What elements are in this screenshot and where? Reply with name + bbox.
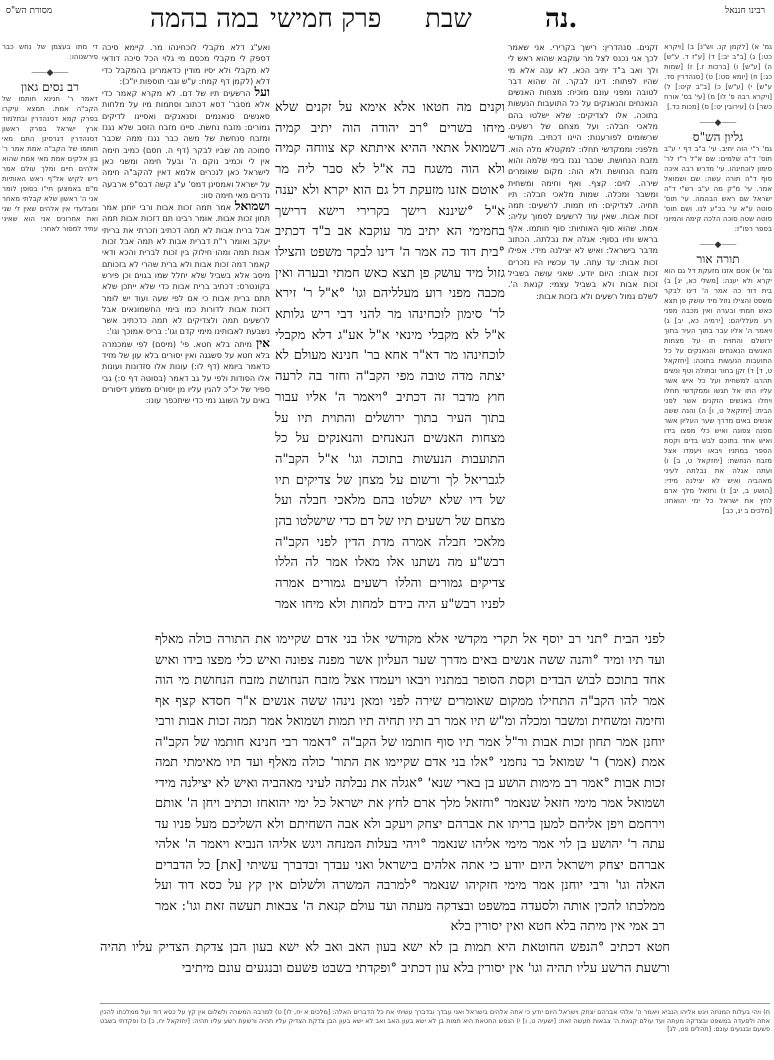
- ornament-divider-icon: ⸺◆⸺: [699, 240, 737, 250]
- rashi-commentary: זקנים. סנהדרין: רישך בקרירי. אני שאמר לכך אני נכנס לצל מר עוקבא שהוא ראש לי ולך ואב ב"ד יתיב הכא. לא ענה אלא מי שהיו לפתוח: דינו לבקר. זה שהוא דבר לטובה ומפני עונם מוכיח: מצחות האנשים הנאנחים והנאנקים על כל התועבות הנעשות בתוכה. אלו לצדיקים: שלא ישלטו בהם מלאכי חבלה: ועל מצחם של רשעים. שרשומים לפורענות: היינו דכתיב. מקודשי מלפני: וממקדשי תחלו: למקטלא מלה הוא. מזבח הנחושת. שכבר נגנז בימי שלמה והוא מזבח הנחושת ולא הוה: מקום שאומרים שירה. לוים: קצף. ואף וחימה ומשחית ומשבר ומכלה. שמות מלאכי חבלה: תיו תחיה. לצדיקים: תיו תמות. לרשעים: תמה זכות אבות. שאין עוד לרשעים לסמוך עליה: אמת. שהוא סוף האותיות: סוף חותמו. אלף בראש ותיו בסוף: אגלה את נבלתה. הכתוב מדבר בישראל: ואיש לא יצילנה מידי. אפילו זכות אבות: עד עתה. עד עכשיו היו נזכרים זכות אבות: היום יודע. שאני עושה בשביל זכות אבות ולא בשביל עצמי: קנאת ה'. לשלם גמול רשעים ולא בזכות אבות:: [508, 43, 658, 301]
- tosafot-intro: ואע"ג דלא מקבלי לוכחינהו מר. קיימא סיכה דספק לי מקבלי מכסם מי גלוי הכל סיכה דודאי לא מקבלי ולא יסיו מודין כדאמרינן בהמקבל כדי דלא (לקמן דף קמח: ע"ש וגבי תוספות יו"כ):: [102, 43, 270, 86]
- gemara-text-wide: לפני הבית °תני רב יוסף אל תקרי מקדשי אלא מקודשי אלו בני אדם שקיימו את התורה כולה מאלף ועד תיו ומיד °והנה ששה אנשים באים מדרך שער העליון אשר מפנה צפונה ואיש כלי מפצו בידו ואיש אחד בתוכם לבוש הבדים וקסת הסופר במתניו ויבאו ויעמדו אצל מזבח הנחושת מזבח הנחושת מי הוה אמר להו הקב"ה התחילו ממקום שאומרים שירה לפני ומאן נינהו ששה אנשים א"ר חסדא קצף אף וחימה ומשחית ומשבר ומכלה ומ"ש תיו אמר רב תיו תחיה תיו תמות ושמואל אמר תמה זכות אבות ורבי יוחנן אמר תחון זכות אבות ור"ל אמר תיו סוף חותמו של הקב"ה °דאמר רבי חנינא חותמו של הקב"ה אמת (אמר) ר' שמואל בר נחמני °אלו בני אדם שקיימו את התור' כולה מאלף ועד תיו מאימתי תמה זכות אבות °אמר רב מימות הושע בן בארי שנא' °אגלה את נבלתה לעיני מאהביה ואיש לא יצילנה מידי ושמואל אמר מימי חזאל שנאמר °וחזאל מלך ארם לחץ את ישראל כל ימי יהואחז וכתיב ויחן ה' אותם וירחמם ויפן אליהם למען בריתו את אברהם יצחק ויעקב ולא אבה השחיתם ולא השליכם מעל פניו עד עתה ר' יהושע בן לוי אמר מימי אליהו שנאמר °ויהי בעלות המנחה ויגש אליהו הנביא ויאמר ה' אלהי אברהם יצחק וישראל היום יודע כי אתה אלהים בישראל ואני עבדך ובדברך עשיתי [את] כל הדברים האלה וגו' ורבי יוחנן אמר מימי חזקיהו שנאמר °למרבה המשרה ולשלום אין קץ על כסא דוד ועל ממלכתו להכין אותה ולסעדה במשפט ובצדקה מעתה ועד עולם קנאת ה' צבאות תעשה זאת וגו': אמר רב אמי אין מיתה בלא חטא ואין יסורין בלא: [155, 632, 665, 934]
- margin-left-column: [2, 42, 98, 902]
- ornament-divider-icon: ⸺◆⸺: [31, 68, 69, 78]
- gemara-text-bottom: חטא דכתיב °הנפש החוטאת היא תמות בן לא ישא בעון האב ואב לא ישא בעון הבן צדקת הצדיק עליו תהיה ורשעת הרשע עליו תהיה וגו' אין יסורין בלא עון דכתיב °ופקדתי בשבט פשעם ובנגעים עונם מיתיבי: [100, 940, 670, 976]
- folio-number: נה.: [545, 4, 578, 34]
- rabbeinu-chananel-label: רבינו חננאל: [725, 6, 765, 16]
- torah-or-footnotes: ח) ויהי בעלות המנחה ויגש אליהו הנביא ויאמר ה' אלהי אברהם יצחק וישראל היום יודע כי אתה אלהים בישראל ואני עבדך ובדברך עשיתי את כל הדברים האלה: [מלכים א יח, לו] ט) למרבה המשרה ולשלום אין קץ על כסא דוד ועל ממלכתו להכין אתה ולסעדה במשפט ובצדקה מעתה ועד עולם קנאת ה' צבאות תעשה זאת: [ישעיה ט, ו] י) הנפש החטאת היא תמות בן לא ישא בעון האב ואב לא ישא בעון הבן צדקת הצדיק עליו תהיה ורשעת רשע עליו תהיה: [יחזקאל יח, כ] כ) ופקדתי בשבט פשעם ובנגעים עונם: [תהלים פט, לג]: [100, 1008, 770, 1033]
- gilyon-hashas-text: גמ' ר"י הוה יתיב. עי' ב"ב דף י ע"ב תוס' ד"ה שלמים: שם א"ל ר"ז לר' סימון לוכחינהו. עי' מדרש רבה איכה סוף ד"ה תורה עשה: שם ושמואל אמר. עי' מ"ק מה ע"ב רש"י ד"ה ישראל שם ראש הבהמה. עי' תוס' סוטה ע"א עי' בכ"ע לנו. ושם תוס' סוטה שטה סוכה הלכה קימה והמיוני בספר רפו"ז:: [664, 145, 772, 233]
- tosafot-heading-1: ועל: [254, 85, 270, 100]
- tosafot-paragraph-1: הרשעים תיו של דם. לא מקרא קאמר כדי אלא מסבר' דסא דכתוב וסתמות מיו על מלחות סאנשים סנאנמים וסנאנקים ואסיינו לדיקים גמורים: מזבח נחשת. סיינו מזבח הזסב שלא נגנז ומזבח סנחשת של משה כבר נגנז ממה שכבר סמוכה מה שביו לבקר (דף ה. חסם) כמיב חימה אין לי וכמיב נוקם ה' ובעל חימה ומשני כאן לישראל כאן לנכרים אלמא דאין להקב"ה חימה על ישראל ואמסינן דמס' ע"ג קשה דבס"פ ארבעה נדרים מאי חימה סוו:: [102, 89, 270, 200]
- tosafot-paragraph-2: אמר תמה זכות אבות ורבי יוחנן אמר תחון זכות אבות. אומר רבינו תם דזכות אבות תמה אבל ברית אבות לא תמה דכתיב וזכרתי את בריתי יעקב ואומר ר"ת דברית אבות לא תמה אבל זכות אבות תמה ומהו חילוק בין זכות לברית והכא ודאי קאמר דמה זכות אבות ולא ברית שהרי לא בזכותם מיסב אלא בשביל שלא יחלל שמו בגוים וכן פירש בקונטרס: דכתיב ברית אבות כדי שלא ייתכן שלא תתם ברית אבות כי אם לפי שעה ועוד יש לומר דזכות אבות לדורות כמו בימי החשמונאים אבל לרשעים תמה ולצדיקים לא תמה כדכתיב אשר נשבעת לאבותינו מימי קדם וגו': בריס אמוכך וגו':: [102, 203, 270, 337]
- margin-top-note: די מתו בעצמן של נחש כבר פירשנוהו:: [2, 43, 98, 61]
- chapter-number: פרק חמישי: [270, 4, 382, 34]
- masoret-hashas-label: מסורת הש"ס: [5, 6, 53, 16]
- chapter-name: במה בהמה: [150, 4, 260, 34]
- rav-nissim-gaon-text: דאמר ר' חנינא חותמו של הקב"ה אמת. תמצא עיקרו בפרק קמא דסנהדרין ובתלמוד ארץ ישראל בפרק ראשון דסנהדרין דגרסינן התם מאי חותמו של הקב"ה אמת אמר ר' בון אלקים אמת מאי אמת שהוא אלהים חיים ומלך עולם אמר ריש לקיש אל"ף ראש האותיות מ"ם באמצען תי"ו בסופן לומר אני ה' ראשון שלא קבלתי מאחר ומבלעדי אין אלהים שאין לי שני ואת אחרונים אני הוא שאיני עתיד למסור לאחר:: [2, 95, 98, 233]
- page-header: [0, 0, 774, 42]
- footnote-divider: [100, 1003, 770, 1004]
- ornament-divider-icon: ⸺◆⸺: [699, 118, 737, 128]
- torah-or-title: תורה אור: [696, 252, 740, 266]
- tosafot-paragraph-3: מיתה בלא חטא. פי' (מיסם) לפי שמכמרה בלא חטא על סשגגה ואין יסורים בלא עון של מזיד כדאמר ביומא (דף לו:) עונות אלו סזדונות ועונות אלו הסודות ולפי על גב דאמר (בסוטה דף ס:) גבי ספיר של יכ"כ להגין עליו מן יסורים משמע דיסורים באים על השוגג נמי כדי שיתכפר עונו:: [102, 339, 270, 406]
- margin-right-column: [664, 42, 772, 1002]
- rav-nissim-gaon-title: רב נסים גאון: [21, 80, 79, 94]
- tosafot-heading-2: ושמואל: [234, 199, 270, 214]
- masoret-hashas-text: גמ' א) [לקמן קנ. וש"נ] ב) [ויקרא כט:] ג) [ב"ב יב:] ד) [ע"ז ד. ע"ש] ה) [ע"ש] ו) [ברכות ז.] ז) [שמות כג:] ח) [יומא סט:] ט) [סנהדרין סד. ע"ש] י) [ע"ש] כ) [ב"ב קיט:] ל) [ויקרא רבה פ' לו] מ) [עי' בס' אורח כשר] נ) [עירובין יט:] ס) [מכות כד.]: [664, 43, 772, 111]
- torah-or-text: גמ' א) אטם אזנו מזעקת דל גם הוא יקרא ולא יענה: [משלי כא, יג] ב) בית דוד כה אמר ה' דינו לבקר משפט והצילו גזול מיד עושק פן תצא כאש חמתי ובערה ואין מכבה מפני רע מעלליהם: [ירמיה כא, יב] ג) ויאמר ה' אליו עבר בתוך העיר בתוך ירושלם והתוית תו על מצחות האנשים הנאנחים והנאנקים על כל התועבות הנעשות בתוכה: [יחזקאל ט, ד] ד) זקן בחור ובתולה וטף ונשים תהרגו למשחית ועל כל איש אשר עליו התו אל תגשו וממקדשי תחלו ויחלו באנשים הזקנים אשר לפני הבית: [יחזקאל ט, ו] ה) והנה ששה אנשים באים מדרך שער העליון אשר מפנה צפונה ואיש כלי מפצו בידו ואיש אחד בתוכם לבש בדים וקסת הספר במתניו ויבאו ויעמדו אצל מזבח הנחשת: [יחזקאל ט, ב] ו) ועתה אגלה את נבלתה לעיני מאהביה ואיש לא יצילנה מידי: [הושע ב, יב] ז) וחזאל מלך ארם לחץ את ישראל כל ימי יהואחז: [מלכים ב יג, כב]: [664, 267, 772, 515]
- tosafot-heading-3: אין: [256, 335, 270, 350]
- gilyon-hashas-title: גליון הש"ס: [692, 130, 744, 144]
- tosafot-commentary: [102, 42, 270, 937]
- gemara-text-top: וקנים מה חטאו אלא אימא על זקנים שלא מיחו בשרים °רב יהודה הוה יתיב קמיה דשמואל אתאי ההיא איתתא קא צווחה קמיה ולא הוה משגח בה א"ל לא סבר ליה מר °אוטם אזנו מזעקת דל גם הוא יקרא ולא יענה א"ל °שיננא רישך בקרירי רישא דרישך בחמימי הא יתיב מר עוקבא אב ב"ד דכתיב °בית דוד כה אמר ה' דינו לבקר משפט והצילו גזול מיד עושק פן תצא כאש חמתי ובערה ואין מכבה מפני רוע מעלליהם וגו' °א"ל ר' זירא לר' סימון לוכחינהו מר להני דבי ריש גלותא א"ל לא מקבלי מינאי א"ל אע"ג דלא מקבלי לוכחינהו מר דא"ר אחא בר' חנינא מעולם לא יצתה מדה טובה מפי הקב"ה וחזר בה לרעה חוץ מדבר זה דכתיב °ויאמר ה' אליו עבור בתוך העיר בתוך ירושלים והתוית תיו על מצחות האנשים הנאנחים והנאנקים על כל התועבות הנעשות בתוכה וגו' א"ל הקב"ה לגבריאל לך ורשום על מצחן של צדיקים תיו של דיו שלא ישלטו בהם מלאכי חבלה ועל מצחם של רשעים תיו של דם כדי שישלטו בהן מלאכי חבלה אמרה מדת הדין לפני הקב"ה רבש"ע מה נשתנו אלו מאלו אמר לה הללו צדיקים גמורים והללו רשעים גמורים אמרה לפניו רבש"ע היה בידם למחות ולא מיחו אמר: [275, 100, 505, 612]
- tractate-name: שבת: [425, 4, 472, 34]
